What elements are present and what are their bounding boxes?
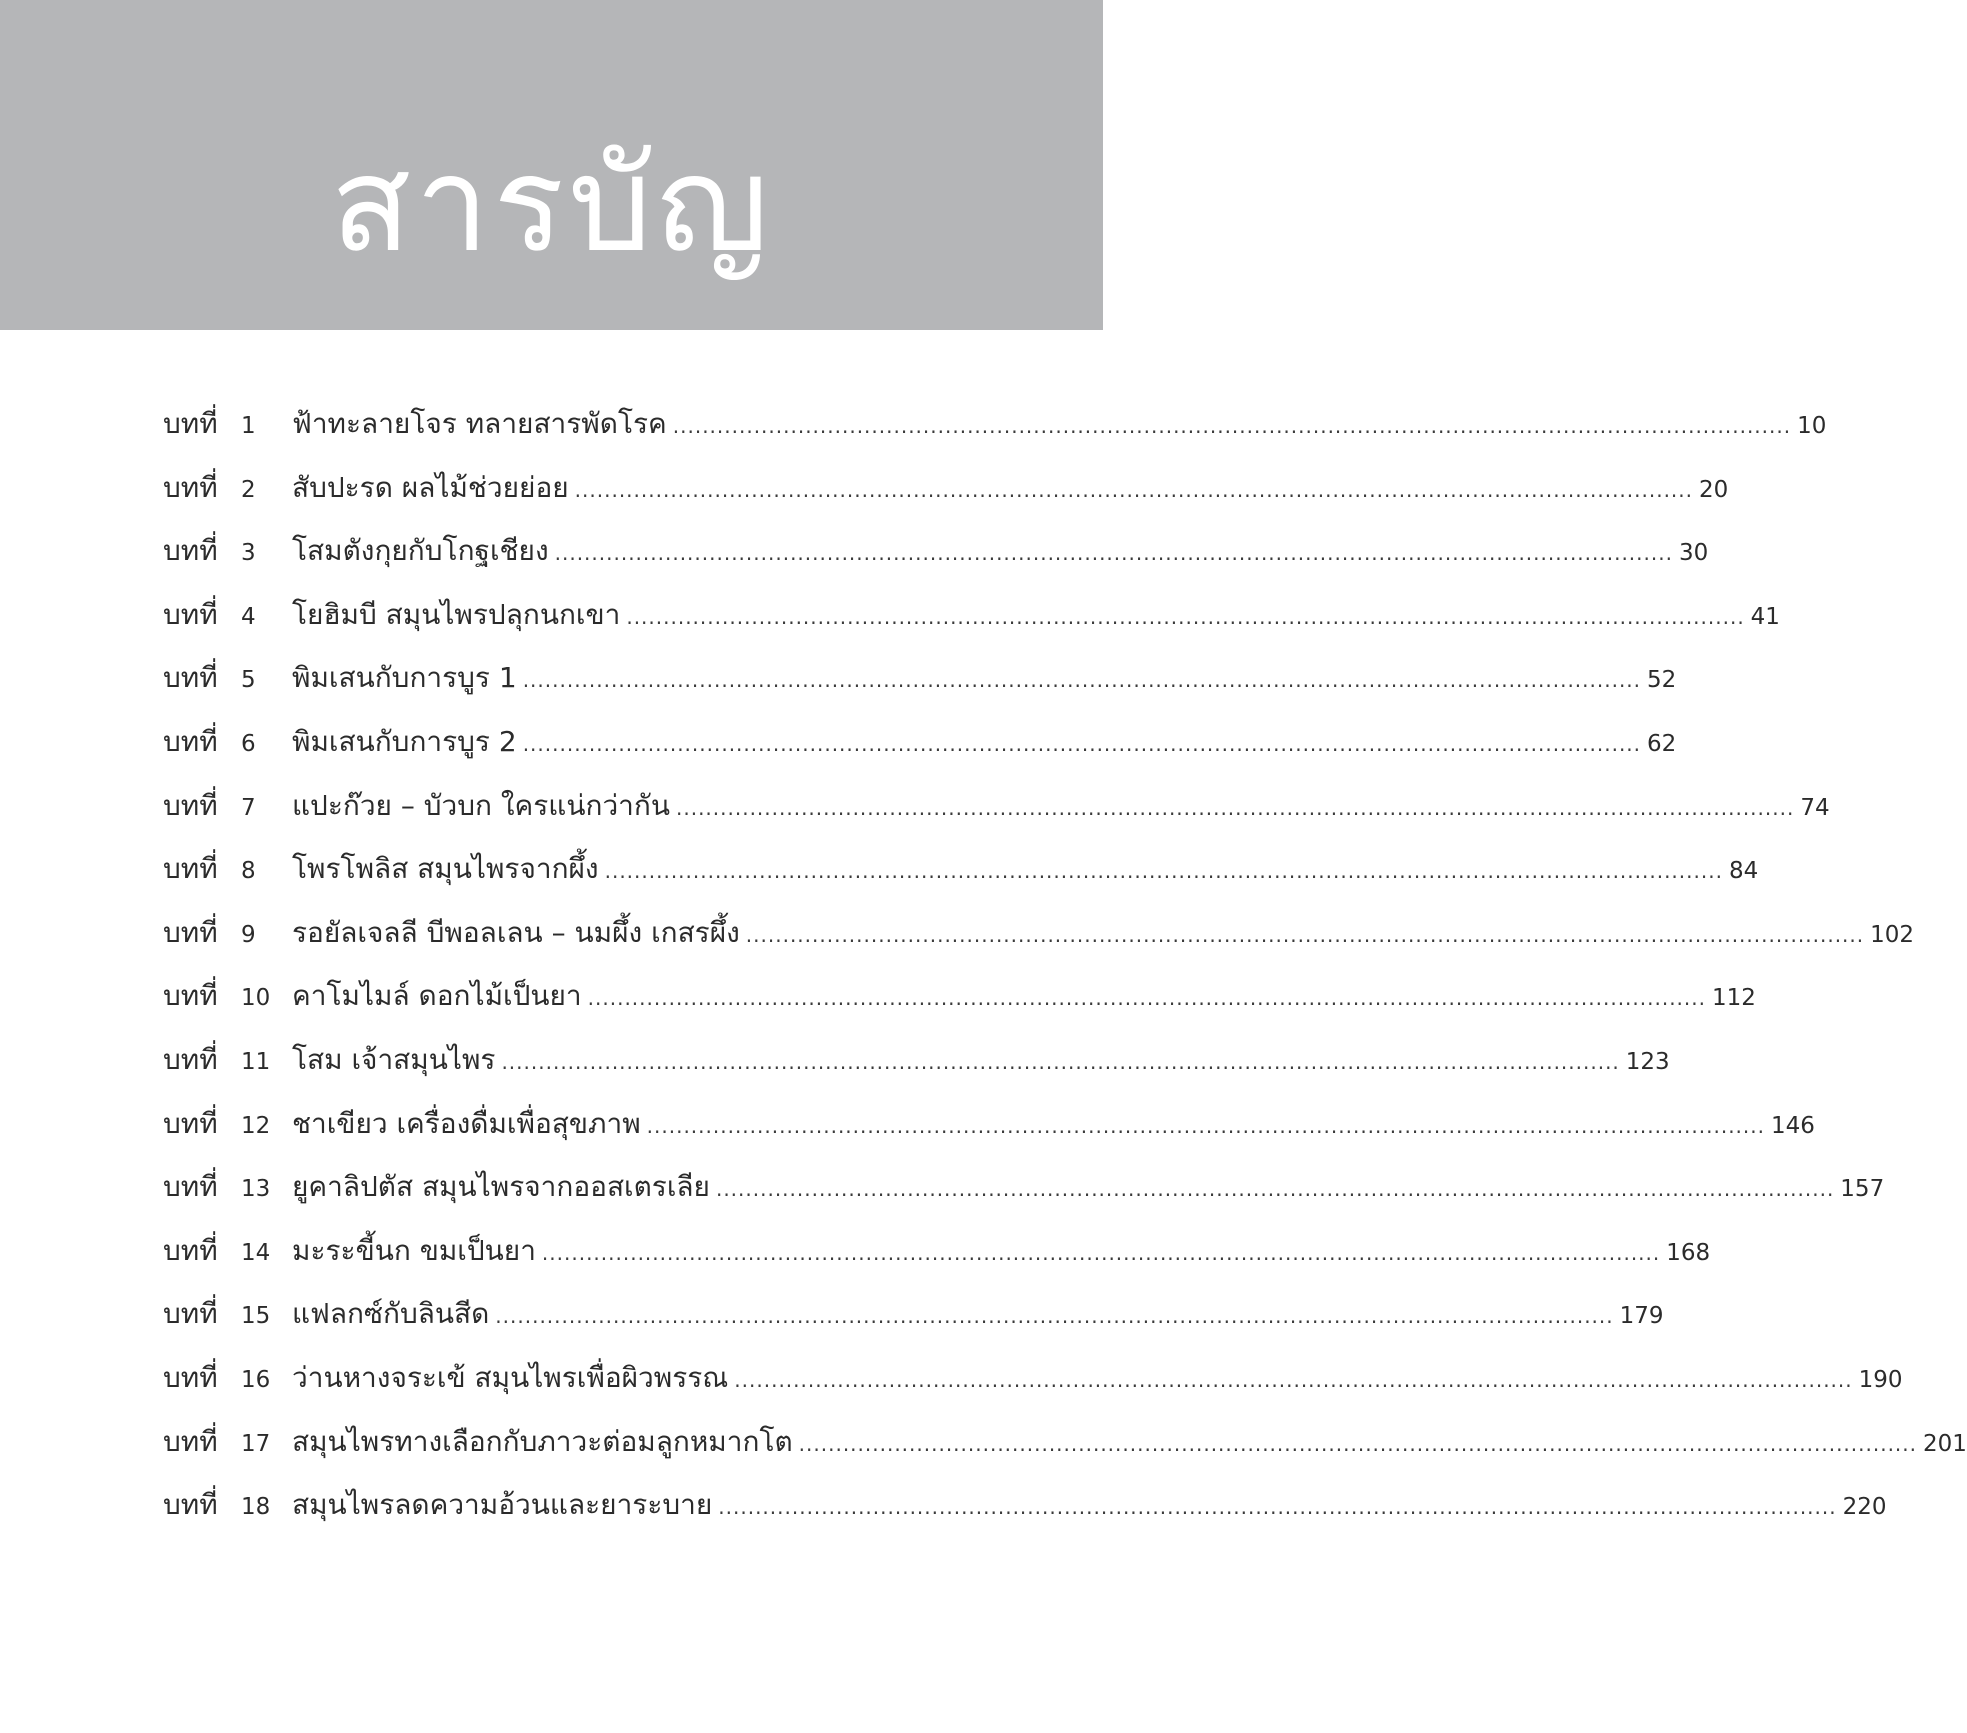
chapter-number: 18 bbox=[241, 1494, 271, 1521]
chapter-title: แฟลกซ์กับลินสีด bbox=[292, 1297, 490, 1331]
dot-leader bbox=[588, 986, 1706, 1010]
chapter-number: 3 bbox=[241, 540, 256, 567]
toc-entry bbox=[163, 1038, 1670, 1102]
dot-leader bbox=[626, 605, 1744, 629]
chapter-number: 9 bbox=[241, 921, 256, 948]
chapter-page-number: 41 bbox=[1750, 603, 1780, 630]
chapter-label: บทที่ bbox=[163, 1297, 218, 1331]
chapter-number: 6 bbox=[241, 730, 256, 757]
chapter-label: บทที่ bbox=[163, 597, 218, 631]
chapter-title: ชาเขียว เครื่องดื่มเพื่อสุขภาพ bbox=[292, 1106, 641, 1140]
toc-entry bbox=[163, 1356, 1903, 1420]
toc-entry bbox=[163, 529, 1709, 593]
chapter-number: 16 bbox=[241, 1366, 271, 1393]
dot-leader bbox=[746, 923, 1864, 947]
toc-entry bbox=[163, 593, 1780, 657]
chapter-page-number: 112 bbox=[1711, 985, 1756, 1012]
chapter-label: บทที่ bbox=[163, 1233, 218, 1267]
chapter-title: มะระขี้นก ขมเป็นยา bbox=[292, 1233, 536, 1267]
dot-leader bbox=[718, 1495, 1836, 1519]
toc-entry bbox=[163, 466, 1729, 530]
chapter-label: บทที่ bbox=[163, 852, 218, 886]
chapter-page-number: 30 bbox=[1678, 540, 1709, 567]
chapter-page-number: 157 bbox=[1840, 1176, 1885, 1203]
dot-leader bbox=[523, 668, 1641, 692]
chapter-label: บทที่ bbox=[163, 1106, 218, 1140]
chapter-label: บทที่ bbox=[163, 534, 218, 568]
chapter-title: คาโมไมล์ ดอกไม้เป็นยา bbox=[292, 979, 582, 1013]
toc-entry bbox=[163, 656, 1677, 720]
chapter-number: 11 bbox=[241, 1048, 271, 1075]
dot-leader bbox=[647, 1114, 1765, 1138]
toc-entry bbox=[163, 911, 1915, 975]
chapter-number: 7 bbox=[241, 794, 256, 821]
chapter-page-number: 102 bbox=[1870, 921, 1915, 948]
chapter-number: 5 bbox=[241, 667, 256, 694]
chapter-title: รอยัลเจลลี บีพอลเลน – นมผึ้ง เกสรผึ้ง bbox=[292, 915, 740, 949]
chapter-label: บทที่ bbox=[163, 1424, 218, 1458]
chapter-page-number: 179 bbox=[1619, 1303, 1664, 1330]
chapter-label: บทที่ bbox=[163, 724, 218, 758]
toc-entry bbox=[163, 1292, 1664, 1356]
chapter-number: 1 bbox=[241, 413, 256, 439]
dot-leader bbox=[605, 859, 1723, 883]
chapter-label: บทที่ bbox=[163, 1170, 218, 1204]
chapter-label: บทที่ bbox=[163, 915, 218, 949]
chapter-label: บทที่ bbox=[163, 1488, 218, 1522]
dot-leader bbox=[555, 541, 1673, 565]
chapter-title: ว่านหางจระเข้ สมุนไพรเพื่อผิวพรรณ bbox=[292, 1360, 729, 1394]
dot-leader bbox=[673, 414, 1791, 438]
toc-entry bbox=[163, 1165, 1885, 1229]
toc-entry bbox=[163, 784, 1830, 848]
chapter-title: พิมเสนกับการบูร 1 bbox=[292, 661, 517, 695]
chapter-label: บทที่ bbox=[163, 470, 218, 504]
chapter-number: 4 bbox=[241, 603, 256, 630]
dot-leader bbox=[799, 1432, 1917, 1456]
chapter-label: บทที่ bbox=[163, 1042, 218, 1076]
chapter-page-number: 190 bbox=[1858, 1366, 1903, 1393]
chapter-number: 17 bbox=[241, 1430, 271, 1457]
toc-entry bbox=[163, 1229, 1711, 1293]
toc-entry bbox=[163, 720, 1677, 784]
chapter-page-number: 10 bbox=[1797, 413, 1827, 439]
chapter-page-number: 168 bbox=[1666, 1239, 1711, 1266]
chapter-number: 2 bbox=[241, 476, 256, 503]
chapter-title: สมุนไพรทางเลือกกับภาวะต่อมลูกหมากโต bbox=[292, 1424, 793, 1458]
chapter-title: ฟ้าทะลายโจร ทลายสารพัดโรค bbox=[292, 407, 667, 440]
toc-entry bbox=[163, 1420, 1967, 1484]
dot-leader bbox=[523, 732, 1641, 756]
chapter-number: 15 bbox=[241, 1303, 271, 1330]
chapter-label: บทที่ bbox=[163, 661, 218, 695]
chapter-label: บทที่ bbox=[163, 407, 218, 440]
chapter-number: 12 bbox=[241, 1112, 271, 1139]
chapter-page-number: 74 bbox=[1800, 794, 1830, 821]
chapter-title: โสมตังกุยกับโกฐเชียง bbox=[292, 534, 549, 568]
chapter-number: 10 bbox=[241, 985, 271, 1012]
toc-entry bbox=[163, 1483, 1887, 1547]
chapter-title: โพรโพลิส สมุนไพรจากผึ้ง bbox=[292, 852, 599, 886]
toc-entry bbox=[163, 1102, 1815, 1166]
dot-leader bbox=[501, 1050, 1619, 1074]
chapter-title: ยูคาลิปตัส สมุนไพรจากออสเตรเลีย bbox=[292, 1170, 710, 1204]
chapter-number: 8 bbox=[241, 858, 256, 885]
chapter-page-number: 146 bbox=[1770, 1112, 1815, 1139]
chapter-title: โยฮิมบี สมุนไพรปลุกนกเขา bbox=[292, 597, 621, 631]
chapter-label: บทที่ bbox=[163, 1360, 218, 1394]
chapter-page-number: 20 bbox=[1699, 476, 1729, 503]
chapter-title: แปะก๊วย – บัวบก ใครแน่กว่ากัน bbox=[292, 788, 670, 822]
chapter-page-number: 220 bbox=[1842, 1494, 1887, 1521]
dot-leader bbox=[495, 1304, 1613, 1328]
page-title: สารบัญ bbox=[330, 128, 773, 282]
chapter-title: สับปะรด ผลไม้ช่วยย่อย bbox=[292, 470, 569, 504]
chapter-label: บทที่ bbox=[163, 788, 218, 822]
toc-entry bbox=[163, 847, 1759, 911]
chapter-number: 14 bbox=[241, 1239, 271, 1266]
dot-leader bbox=[575, 478, 1693, 502]
chapter-page-number: 201 bbox=[1923, 1430, 1967, 1457]
chapter-page-number: 62 bbox=[1647, 730, 1677, 757]
chapter-number: 13 bbox=[241, 1176, 271, 1203]
dot-leader bbox=[716, 1177, 1834, 1201]
chapter-title: พิมเสนกับการบูร 2 bbox=[292, 724, 517, 758]
chapter-page-number: 52 bbox=[1647, 667, 1677, 694]
chapter-title: สมุนไพรลดความอ้วนและยาระบาย bbox=[292, 1488, 713, 1522]
chapter-title: โสม เจ้าสมุนไพร bbox=[292, 1042, 496, 1076]
chapter-label: บทที่ bbox=[163, 979, 218, 1013]
chapter-page-number: 123 bbox=[1625, 1048, 1670, 1075]
dot-leader bbox=[542, 1241, 1660, 1265]
table-of-contents bbox=[163, 402, 1967, 1547]
header-band bbox=[0, 0, 1103, 330]
toc-entry bbox=[163, 974, 1756, 1038]
toc-entry bbox=[163, 402, 1827, 466]
dot-leader bbox=[676, 796, 1794, 820]
chapter-page-number: 84 bbox=[1728, 858, 1759, 885]
dot-leader bbox=[734, 1368, 1852, 1392]
